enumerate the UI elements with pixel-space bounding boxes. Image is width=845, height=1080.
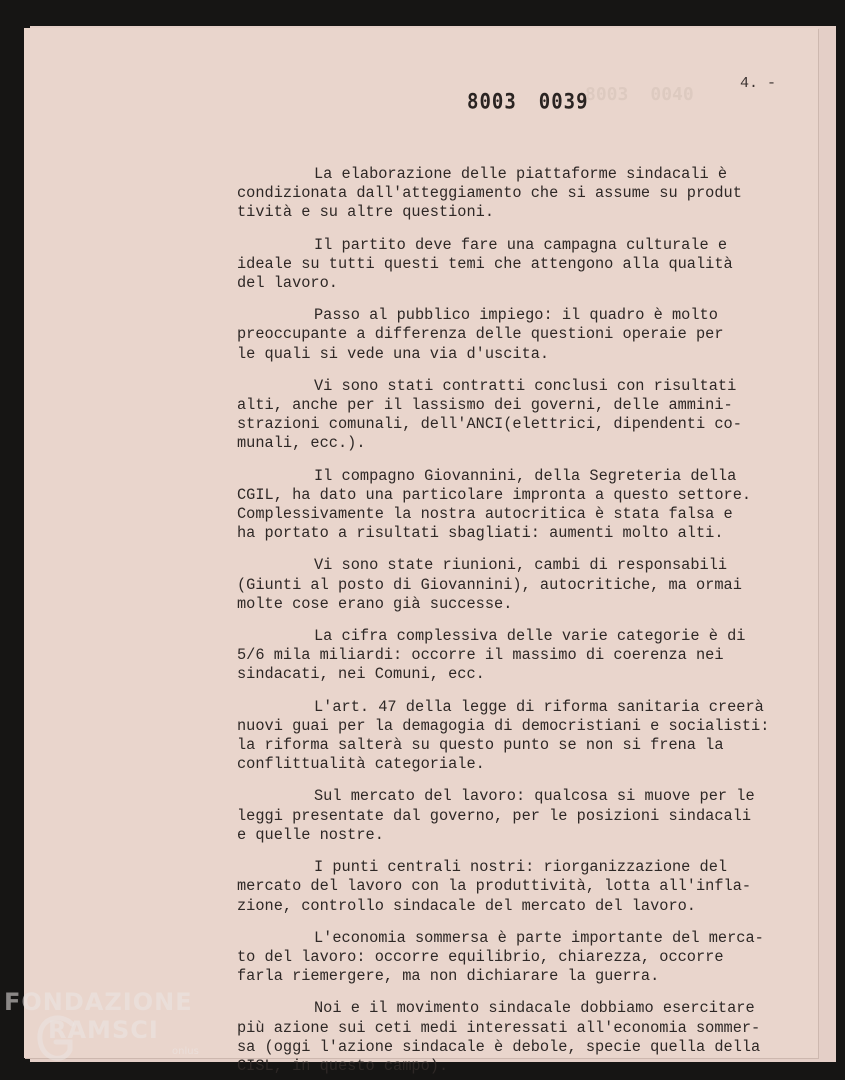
paragraph: Il partito deve fare una campagna culturale e ideale su tutti questi temi che attengono alla qualità del lavoro. xyxy=(237,235,733,293)
paragraph: La cifra complessiva delle varie categorie è di 5/6 mila miliardi: occorre il massimo di coerenza nei sindacati, nei Comuni, ecc. xyxy=(237,627,746,684)
body-text xyxy=(237,165,797,1080)
paragraph: Vi sono stati contratti conclusi con risultati alti, anche per il lassismo dei governi, delle ammini- strazioni comunali, dell'ANCI(elettrici, dipendenti co- munali, ecc.). xyxy=(237,376,742,453)
page-number: 4. - xyxy=(740,75,777,92)
archive-code-part-2: 0039 xyxy=(538,89,589,115)
paragraph: L'art. 47 della legge di riforma sanitaria creerà nuovi guai per la demagogia di democristiani e socialisti: la riforma salterà su questo punto se non si frena la conflittualità categoriale. xyxy=(237,697,770,774)
watermark-line-3: onlus xyxy=(172,1046,199,1057)
paragraph: I punti centrali nostri: riorganizzazione del mercato del lavoro con la produttività, lotta all'infla- zione, controllo sindacale del mercato del lavoro. xyxy=(237,858,752,915)
paragraph: Vi sono state riunioni, cambi di responsabili (Giunti al posto di Giovannini), autocritiche, ma ormai molte cose erano già successe. xyxy=(237,556,742,613)
archive-code-part-1: 8003 xyxy=(467,89,517,115)
paragraph: La elaborazione delle piattaforme sindacali è condizionata dall'atteggiamento che si assume su produt tività e su altre questioni. xyxy=(237,165,742,222)
ghost-code-part-2: 0040 xyxy=(650,84,694,105)
paragraph: Passo al pubblico impiego: il quadro è molto preoccupante a differenza delle questioni operaie per le quali si vede una via d'uscita. xyxy=(237,306,724,363)
typewritten-page xyxy=(24,28,818,1075)
paragraph: Il compagno Giovannini, della Segreteria della CGIL, ha dato una particolare impronta a questo settore. Complessivamente la nostra autocritica è stata falsa e ha portato a risultati sbagliati: aumenti molto alti. xyxy=(237,466,752,543)
fondazione-gramsci-watermark xyxy=(4,988,214,1076)
paragraph: L'economia sommersa è parte importante del merca- to del lavoro: occorre equilibrio, chiarezza, occorre farla riemergere, ma non dichiarare la guerra. xyxy=(237,928,764,986)
archive-stamp-code xyxy=(467,90,589,115)
watermark-line-2: RAMSCI xyxy=(48,1016,159,1044)
bleed-through-archive-code xyxy=(585,84,694,105)
watermark-line-1: FONDAZIONE xyxy=(4,988,193,1016)
ghost-code-part-1: 8003 xyxy=(585,84,629,105)
paragraph: Sul mercato del lavoro: qualcosa si muove per le leggi presentate dal governo, per le posizioni sindacali e quelle nostre. xyxy=(237,787,755,844)
paragraph: Noi e il movimento sindacale dobbiamo esercitare più azione sui ceti medi interessati all'economia sommer- sa (oggi l'azione sindacale è debole, specie quella della CISL, in questo campo). xyxy=(237,999,761,1075)
